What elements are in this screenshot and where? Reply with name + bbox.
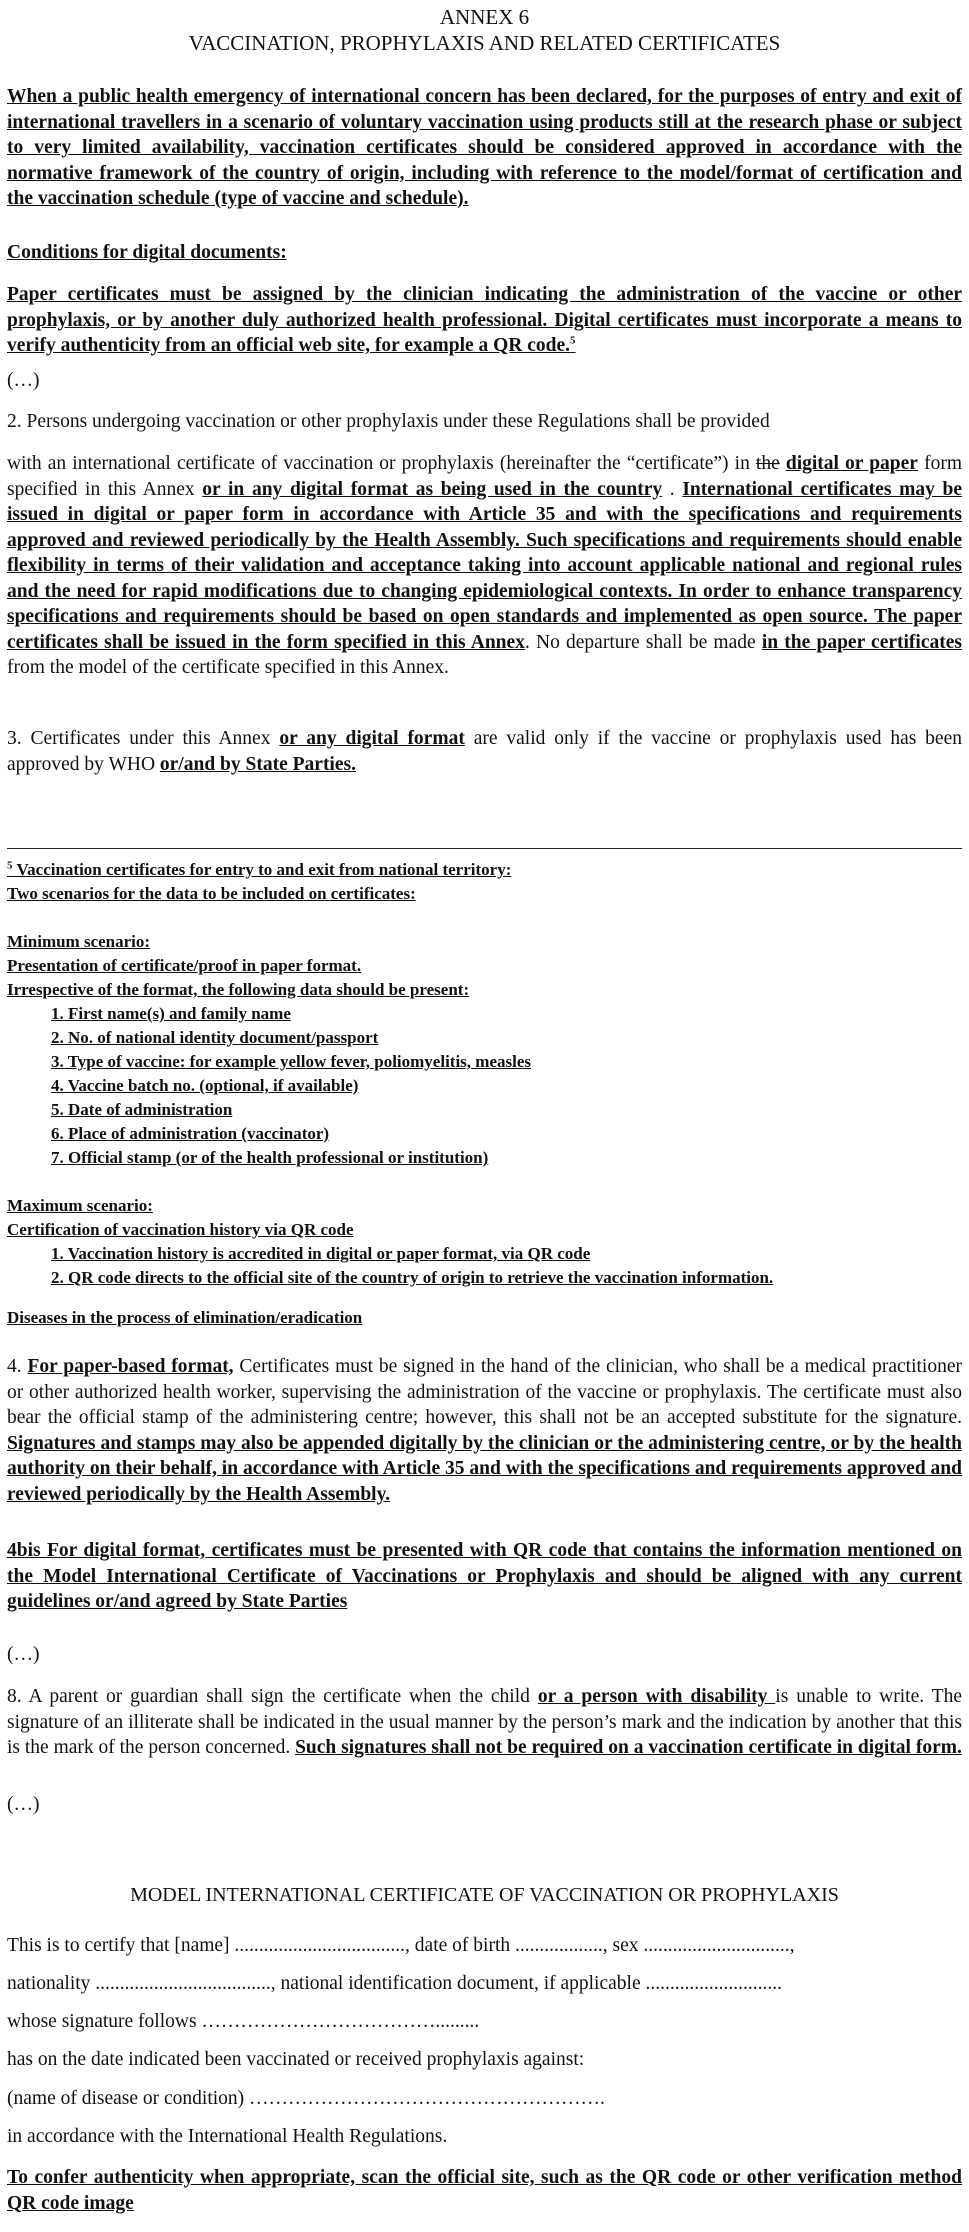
minimum-scenario-line2: Irrespective of the format, the following data should be present: bbox=[7, 980, 470, 999]
digital-conditions-paragraph bbox=[7, 282, 962, 359]
certificate-line-name: This is to certify that [name] ..................................., date of birth .................., sex .............................., bbox=[7, 1935, 795, 1956]
intro-paragraph: When a public health emergency of international concern has been declared, for the purposes of entry and exit of international travellers in a scenario of voluntary vaccination using products still at the research phase or subject to very limited availability, vaccination certificates should be considered approved in accordance with the normative framework of the country of origin, including with reference to the model/format of certification and the vaccination schedule (type of vaccine and schedule). bbox=[7, 86, 962, 209]
list-item: 1. Vaccination history is accredited in digital or paper format, via QR code bbox=[51, 1244, 591, 1263]
list-item: 4. Vaccine batch no. (optional, if available) bbox=[51, 1076, 359, 1095]
maximum-items-list bbox=[7, 1242, 962, 1290]
annex-number: ANNEX 6 bbox=[439, 5, 530, 29]
minimum-scenario-title: Minimum scenario: bbox=[7, 932, 151, 951]
qr-authenticity-note: To confer authenticity when appropriate, scan the official site, such as the QR code or other verification method QR code image bbox=[7, 2167, 962, 2214]
certificate-line-disease: (name of disease or condition) ………………………………………………. bbox=[7, 2088, 605, 2109]
list-item: 3. Type of vaccine: for example yellow fever, poliomyelitis, measles bbox=[51, 1052, 532, 1071]
list-item: 2. QR code directs to the official site of the country of origin to retrieve the vaccination information. bbox=[51, 1268, 774, 1287]
model-certificate-title: MODEL INTERNATIONAL CERTIFICATE OF VACCINATION OR PROPHYLAXIS bbox=[130, 1884, 839, 1906]
para8: 8. A parent or guardian shall sign the certificate when the child or a person with disability is unable to write. The signature of an illiterate shall be indicated in the usual manner by the person’s mark and the indication by another that this is the mark of the person concerned. Such signatures shall not be required on a vaccination certificate in digital form. bbox=[7, 1686, 962, 1758]
footnote-reference: 5 bbox=[570, 334, 576, 347]
list-item: 6. Place of administration (vaccinator) bbox=[51, 1124, 330, 1143]
list-item: 1. First name(s) and family name bbox=[51, 1004, 291, 1023]
para4bis: 4bis For digital format, certificates must be presented with QR code that contains the information mentioned on the Model International Certificate of Vaccinations or Prophylaxis and should be aligned with any current guidelines or/and agreed by State Parties bbox=[7, 1540, 962, 1612]
ellipsis-2: (…) bbox=[7, 1644, 40, 1665]
para4: 4. For paper-based format, Certificates must be signed in the hand of the clinician, who shall be a medical practitioner or other authorized health worker, supervising the administration of the vaccine or prophylaxis. The certificate must also bear the official stamp of the administering centre; however, this shall not be an accepted substitute for the signature. Signatures and stamps may also be appended digitally by the clinician or the administering centre, or by the health authority on their behalf, in accordance with Article 35 and with the specifications and requirements approved and reviewed periodically by the Health Assembly. bbox=[7, 1356, 963, 1505]
para2-first-line: 2. Persons undergoing vaccination or other prophylaxis under these Regulations shall be provided bbox=[7, 411, 770, 432]
footnote-subheading: Two scenarios for the data to be included on certificates: bbox=[7, 884, 416, 903]
footnote-separator bbox=[7, 848, 962, 849]
maximum-scenario-title: Maximum scenario: bbox=[7, 1196, 153, 1215]
minimum-scenario-line1: Presentation of certificate/proof in paper format. bbox=[7, 956, 362, 975]
ellipsis-3: (…) bbox=[7, 1794, 40, 1815]
digital-conditions-text: Paper certificates must be assigned by the clinician indicating the administration of the vaccine or other prophylaxis, or by another duly authorized health professional. Digital certificates must incorporate a means to verify authenticity from an official web site, for example a QR code. bbox=[7, 284, 962, 356]
digital-conditions-heading: Conditions for digital documents: bbox=[7, 242, 287, 263]
certificate-line-ihr: in accordance with the International Health Regulations. bbox=[7, 2126, 448, 2147]
para2-body: with an international certificate of vaccination or prophylaxis (hereinafter the “certificate”) in the digital or paper form specified in this Annex or in any digital format as being used in the country . International certificates may be issued in digital or paper form in accordance with Article 35 and with the specifications and requirements approved and reviewed periodically by the Health Assembly. Such specifications and requirements should enable flexibility in terms of their validation and acceptance taking into account applicable national and regional rules and the need for rapid modifications due to changing epidemiological contexts. In order to enhance transparency specifications and requirements should be based on open standards and implemented as open source. The paper certificates shall be issued in the form specified in this Annex. No departure shall be made in the paper certificates from the model of the certificate specified in this Annex. bbox=[7, 453, 962, 678]
footnote-heading: $^5$ Vaccination certificates for entry to and exit from national territory: bbox=[7, 859, 512, 879]
maximum-scenario-line1: Certification of vaccination history via QR code bbox=[7, 1220, 354, 1239]
ellipsis-1: (…) bbox=[7, 370, 40, 391]
certificate-line-nationality: nationality ...................................., national identification document, if applicable ............................ bbox=[7, 1973, 782, 1994]
diseases-line: Diseases in the process of elimination/eradication bbox=[7, 1308, 363, 1327]
certificate-line-vaccinated: has on the date indicated been vaccinated or received prophylaxis against: bbox=[7, 2049, 585, 2070]
certificate-line-signature: whose signature follows ………………………………......... bbox=[7, 2011, 480, 2032]
para3: 3. Certificates under this Annex or any digital format are valid only if the vaccine or prophylaxis used has been approved by WHO or/and by State Parties. bbox=[7, 728, 962, 775]
list-item: 2. No. of national identity document/passport bbox=[51, 1028, 379, 1047]
list-item: 7. Official stamp (or of the health professional or institution) bbox=[51, 1148, 489, 1167]
minimum-items-list bbox=[7, 1002, 962, 1170]
annex-title: VACCINATION, PROPHYLAXIS AND RELATED CERTIFICATES bbox=[188, 31, 781, 55]
list-item: 5. Date of administration bbox=[51, 1100, 233, 1119]
struck-word: the bbox=[755, 453, 780, 474]
